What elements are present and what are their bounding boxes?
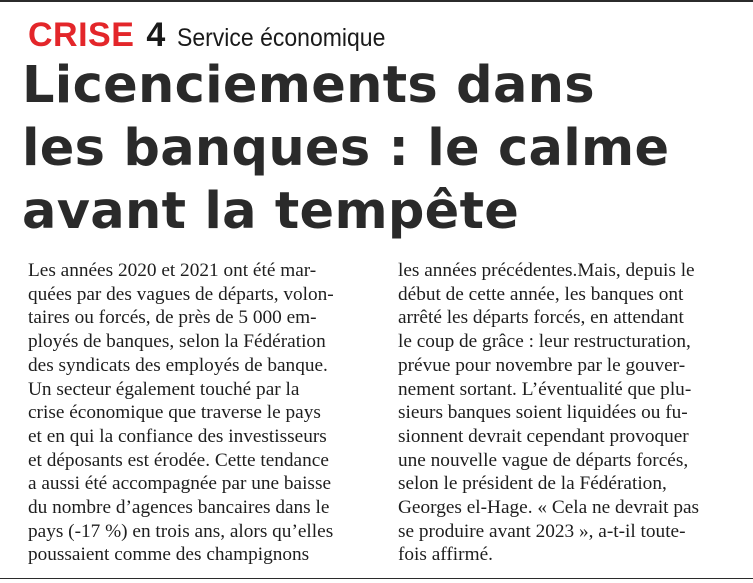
headline: [22, 54, 742, 243]
body-line: Georges el-Hage. « Cela ne devrait pas: [398, 497, 700, 519]
body-line: du nombre d’agences bancaires dans le: [28, 497, 330, 519]
body-line: des syndicats des employés de banque.: [28, 354, 328, 376]
rubric-label: CRISE: [28, 16, 135, 54]
body-line: se produire avant 2023 », a-t-il toute-: [398, 520, 686, 542]
body-line: poussaient comme des champignons: [28, 544, 310, 566]
body-line: taires ou forcés, de près de 5 000 em-: [28, 307, 317, 329]
body-line: nement sortant. L’éventualité que plu-: [398, 378, 692, 400]
body-line: et en qui la confiance des investisseurs: [28, 425, 327, 447]
headline-line: avant la tempête: [22, 182, 520, 241]
bottom-rule: [0, 578, 753, 579]
body-column-right: [398, 259, 699, 567]
body-line: Un secteur également touché par la: [28, 378, 300, 400]
headline-line: Licenciements dans: [22, 56, 595, 115]
body-line: début de cette année, les banques ont: [398, 283, 684, 305]
body-line: une nouvelle vague de départs forcés,: [398, 449, 689, 471]
page-number: 4: [146, 16, 166, 54]
body-line: sionnent devrait cependant provoquer: [398, 425, 689, 447]
body-line: pays (-17 %) en trois ans, alors qu’elles: [28, 520, 334, 542]
section-name: Service économique: [177, 24, 386, 52]
body-line: crise économique que traverse le pays: [28, 402, 321, 424]
body-line: a aussi été accompagnée par une baisse: [28, 473, 332, 495]
kicker: [28, 16, 404, 55]
body-line: ployés de banques, selon la Fédération: [28, 331, 326, 353]
body-line: le coup de grâce : leur restructuration,: [398, 331, 691, 353]
body-line: selon le président de la Fédération,: [398, 473, 667, 495]
body-line: les années précédentes.Mais, depuis le: [398, 260, 695, 281]
body-line: sieurs banques soient liquidées ou fu-: [398, 402, 688, 424]
top-rule: [0, 0, 753, 2]
body-line: prévue pour novembre par le gouver-: [398, 354, 686, 376]
headline-line: les banques : le calme: [22, 119, 670, 178]
body-line: quées par des vagues de départs, volon-: [28, 283, 334, 305]
body-line: Les années 2020 et 2021 ont été mar-: [28, 260, 317, 281]
body-line: fois affirmé.: [398, 544, 493, 566]
body-column-left: [28, 259, 334, 567]
body-line: arrêté les départs forcés, en attendant: [398, 307, 684, 329]
body-line: et déposants est érodée. Cette tendance: [28, 449, 329, 471]
